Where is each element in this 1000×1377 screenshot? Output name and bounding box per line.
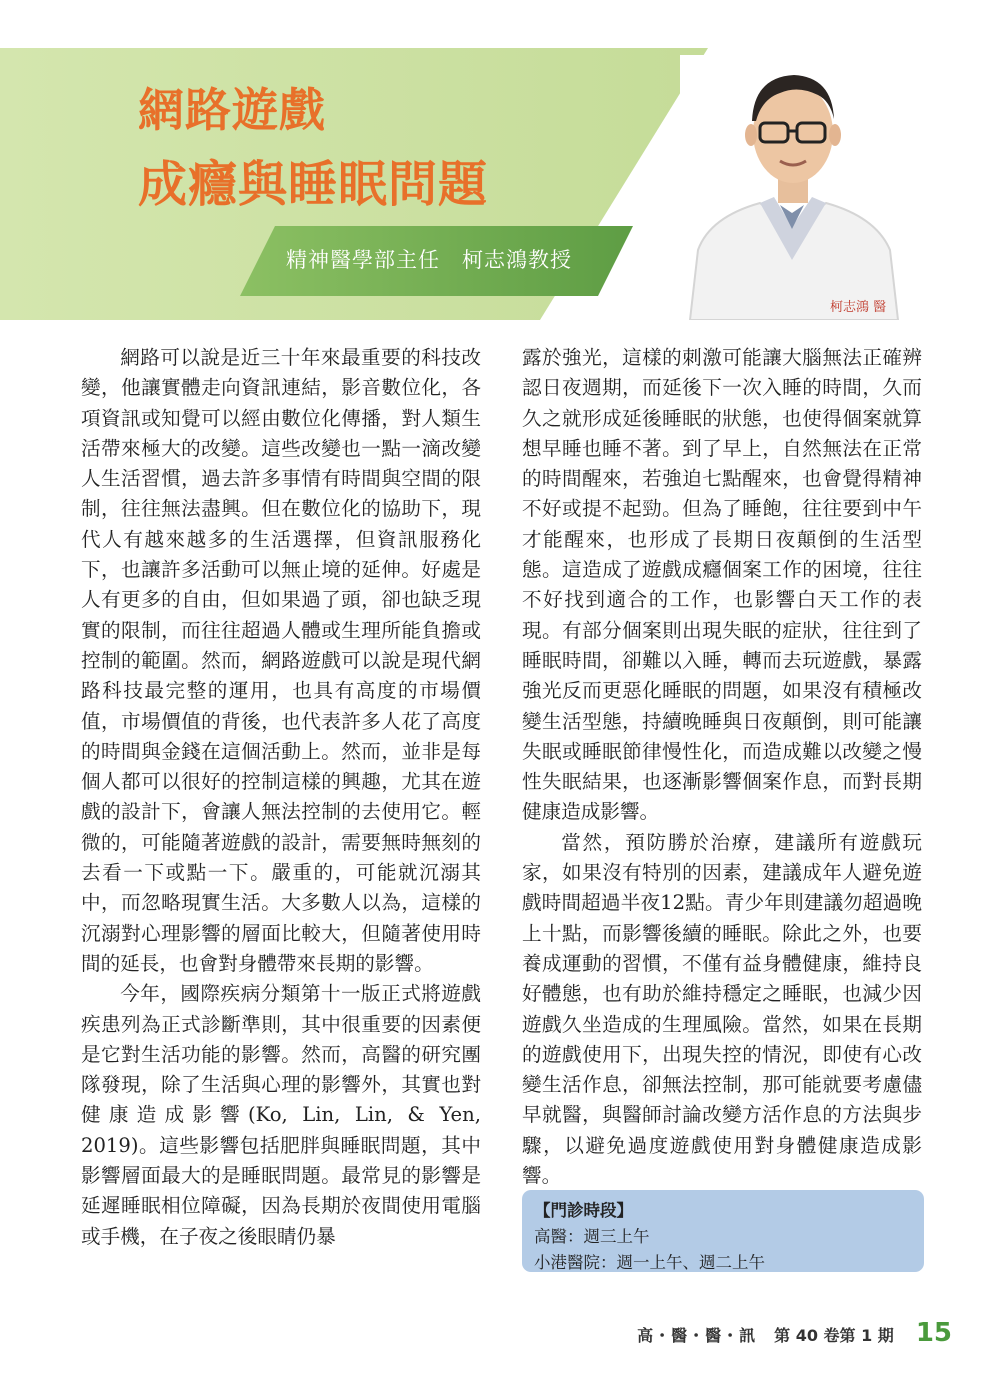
article-paragraph-2-continued: 露於強光，這樣的刺激可能讓大腦無法正確辨認日夜週期，而延後下一次入睡的時間，久而久之就形成延後睡眠的狀態，也使得個案就算想早睡也睡不著。到了早上，自然無法在正常的時間醒來，若強迫七點醒來，也會覺得精神不好或提不起勁。但為了睡飽，往往要到中午才能醒來，也形成了長期日夜顛倒的生活型態。這造成了遊戲成癮個案工作的困境，往往不好找到適合的工作，也影響白天工作的表現。有部分個案則出現失眠的症狀，往往到了睡眠時間，卻難以入睡，轉而去玩遊戲，暴露強光反而更惡化睡眠的問題，如果沒有積極改變生活型態，持續晚睡與日夜顛倒，則可能讓失眠或睡眠節律慢性化，而造成難以改變之慢性失眠結果，也逐漸影響個案作息，而對長期健康造成影響。 xyxy=(522,346,922,824)
author-byline: 精神醫學部主任 柯志鴻教授 xyxy=(286,248,572,272)
issue-label: 第 40 卷第 1 期 xyxy=(774,1326,894,1345)
doctor-portrait xyxy=(680,55,908,320)
article-column-left xyxy=(81,343,481,1252)
title-line-1: 網路遊戲 xyxy=(138,83,326,137)
page-number: 15 xyxy=(915,1318,952,1348)
article-paragraph-1: 網路可以說是近三十年來最重要的科技改變，他讓實體走向資訊連結，影音數位化，各項資訊或知覺可以經由數位化傳播，對人類生活帶來極大的改變。這些改變也一點一滴改變人生活習慣，過去許多事情有時間與空間的限制，往往無法盡興。但在數位化的協助下，現代人有越來越多的生活選擇，但資訊服務化下，也讓許多活動可以無止境的延伸。好處是人有更多的自由，但如果過了頭，卻也缺乏現實的限制，而往往超過人體或生理所能負擔或控制的範圍。然而，網路遊戲可以說是現代網路科技最完整的運用，也具有高度的市場價值，市場價值的背後，也代表許多人花了高度的時間與金錢在這個活動上。然而，並非是每個人都可以很好的控制這樣的興趣，尤其在遊戲的設計下，會讓人無法控制的去使用它。輕微的，可能隨著遊戲的設計，需要無時無刻的去看一下或點一下。嚴重的，可能就沉溺其中，而忽略現實生活。大多數人以為，這樣的沉溺對心理影響的層面比較大，但隨著使用時間的延長，也會對身體帶來長期的影響。 xyxy=(81,346,481,975)
clinic-hours-xiaogang: 小港醫院：週一上午、週二上午 xyxy=(534,1253,765,1272)
coat-embroidery: 柯志鴻 醫 xyxy=(830,300,887,315)
clinic-hours-box xyxy=(522,1190,924,1272)
portrait-illustration xyxy=(680,55,908,320)
article-paragraph-2: 今年，國際疾病分類第十一版正式將遊戲疾患列為正式診斷準則，其中很重要的因素便是它對生活功能的影響。然而，高醫的研究團隊發現，除了生活與心理的影響外，其實也對健康造成影響(Ko, Lin, Lin, & Yen, 2019)。這些影響包括肥胖與睡眠問題，其中影響層面最大的是睡眠問題。最常見的影響是延遲睡眠相位障礙，因為長期於夜間使用電腦或手機，在子夜之後眼睛仍暴 xyxy=(81,982,481,1248)
page-footer xyxy=(637,1318,952,1348)
article-paragraph-3: 當然，預防勝於治療，建議所有遊戲玩家，如果沒有特別的因素，建議成年人避免遊戲時間超過半夜12點。青少年則建議勿超過晚上十點，而影響後續的睡眠。除此之外，也要養成運動的習慣，不僅有益身體健康，維持良好體態，也有助於維持穩定之睡眠，也減少因遊戲久坐造成的生理風險。當然，如果在長期的遊戲使用下，出現失控的情況，即使有心改變生活作息，卻無法控制，那可能就要考慮儘早就醫，與醫師討論改變方活作息的方法與步驟，以避免過度遊戲使用對身體健康造成影響。 xyxy=(522,830,922,1188)
clinic-hours-heading: 【門診時段】 xyxy=(534,1201,633,1220)
clinic-hours-kmuh: 高醫：週三上午 xyxy=(534,1227,650,1246)
title-line-2: 成癮與睡眠問題 xyxy=(138,156,489,213)
article-column-right xyxy=(522,343,922,1191)
publication-name: 高・醫・醫・訊 xyxy=(637,1326,757,1345)
